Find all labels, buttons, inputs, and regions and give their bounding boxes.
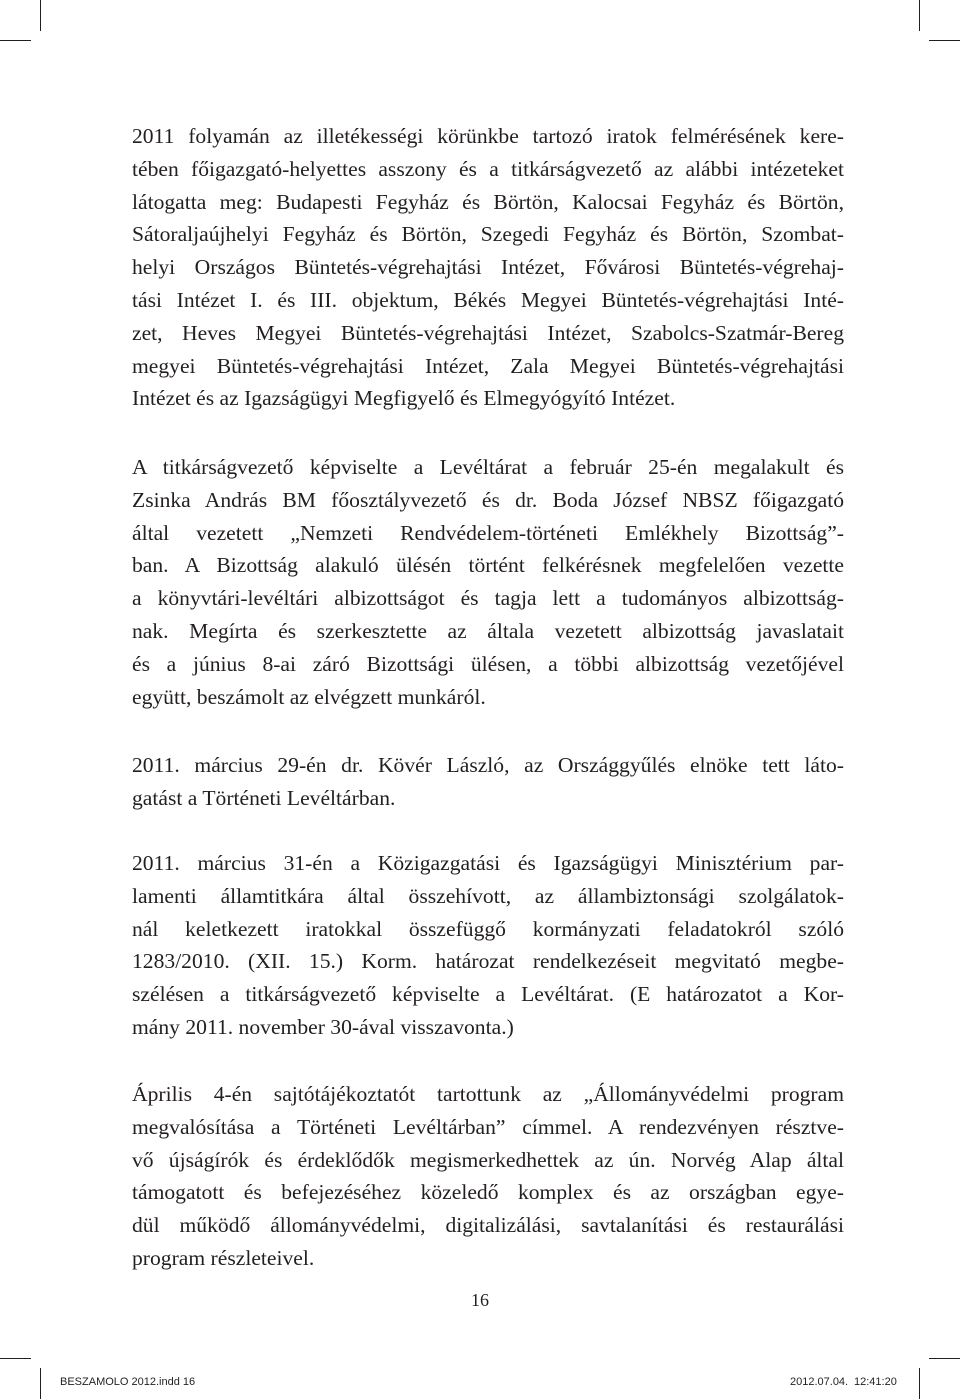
text-line: látogatta meg: Budapesti Fegyház és Börtön, Kalocsai Fegyház és Börtön, [132,189,844,214]
paragraph-2 [132,451,844,713]
text-line: zet, Heves Megyei Büntetés-végrehajtási Intézet, Szabolcs-Szatmár-Bereg [132,320,844,345]
paragraph-3 [132,749,844,815]
text-line: dül működő állományvédelmi, digitalizálási, savtalanítási és restaurálási [132,1213,844,1238]
text-line: támogatott és befejezéséhez közeledő komplex és az országban egye- [132,1180,844,1205]
text-line: megyei Büntetés-végrehajtási Intézet, Zala Megyei Büntetés-végrehajtási [132,353,844,378]
text-line: Intézet és az Igazságügyi Megfigyelő és Elmegyógyító Intézet. [132,386,676,411]
text-line: ban. A Bizottság alakuló ülésén történt felkérésnek megfelelően vezette [132,553,844,578]
text-line: 2011. március 29-én dr. Kövér László, az Országgyűlés elnöke tett láto- [132,753,844,777]
text-line: tében főigazgató-helyettes asszony és a titkárságvezető az alábbi intézeteket [132,156,844,181]
crop-mark-left-bottom [0,1358,31,1359]
slug-date: 2012.07.04. [790,1376,849,1388]
text-line: által vezetett „Nemzeti Rendvédelem-történeti Emlékhely Bizottság”- [132,520,844,545]
paragraph-5 [132,1078,844,1275]
text-line: 2011. március 31-én a Közigazgatási és Igazságügyi Minisztérium par- [132,851,844,875]
text-line: Április 4-én sajtótájékoztatót tartottunk az „Állományvédelmi program [132,1082,844,1106]
paragraph-4 [132,847,844,1044]
text-line: szélésen a titkárságvezető képviselte a Levéltárat. (E határozatot a Kor- [132,982,844,1007]
text-line: 2011 folyamán az illetékességi körünkbe tartozó iratok felmérésének kere- [132,124,844,148]
crop-mark-top-left [40,0,41,31]
text-line: gatást a Történeti Levéltárban. [132,785,396,810]
text-line: nál keletkezett iratokkal összefüggő kormányzati feladatokról szóló [132,916,844,941]
crop-mark-bottom-right [919,1368,920,1399]
crop-mark-top-right [919,0,920,31]
paragraph-1 [132,120,844,415]
page-number: 16 [471,1290,489,1310]
text-line: nak. Megírta és szerkesztette az általa vezetett albizottság javaslatait [132,618,844,643]
text-line: együtt, beszámolt az elvégzett munkáról. [132,684,486,709]
text-line: vő újságírók és érdeklődők megismerkedhettek az ún. Norvég Alap által [132,1147,844,1172]
crop-mark-bottom-left [40,1368,41,1399]
text-line: megvalósítása a Történeti Levéltárban” címmel. A rendezvényen résztve- [132,1114,844,1139]
text-line: program részleteivel. [132,1245,315,1270]
text-line: lamenti államtitkára által összehívott, az állambiztonsági szolgálatok- [132,883,844,908]
slug-time: 12:41:20 [854,1376,897,1388]
crop-mark-right-bottom [929,1358,960,1359]
text-line: és a június 8-ai záró Bizottsági ülésen, a többi albizottság vezetőjével [132,651,844,676]
text-line: Sátoraljaújhelyi Fegyház és Börtön, Szegedi Fegyház és Börtön, Szombat- [132,222,844,247]
text-line: Zsinka András BM főosztályvezető és dr. Boda József NBSZ főigazgató [132,487,844,512]
text-line: tási Intézet I. és III. objektum, Békés Megyei Büntetés-végrehajtási Inté- [132,287,844,312]
text-line: 1283/2010. (XII. 15.) Korm. határozat rendelkezéseit megvitató megbe- [132,949,844,974]
crop-mark-left-top [0,40,31,41]
slug-file: BESZAMOLO 2012.indd 16 [60,1376,196,1388]
crop-mark-right-top [929,40,960,41]
text-line: A titkárságvezető képviselte a Levéltárat a február 25-én megalakult és [132,455,844,479]
text-line: helyi Országos Büntetés-végrehajtási Intézet, Fővárosi Büntetés-végrehaj- [132,255,844,280]
text-line: a könyvtári-levéltári albizottságot és tagja lett a tudományos albizottság- [132,586,844,611]
text-line: mány 2011. november 30-ával visszavonta.) [132,1014,514,1039]
